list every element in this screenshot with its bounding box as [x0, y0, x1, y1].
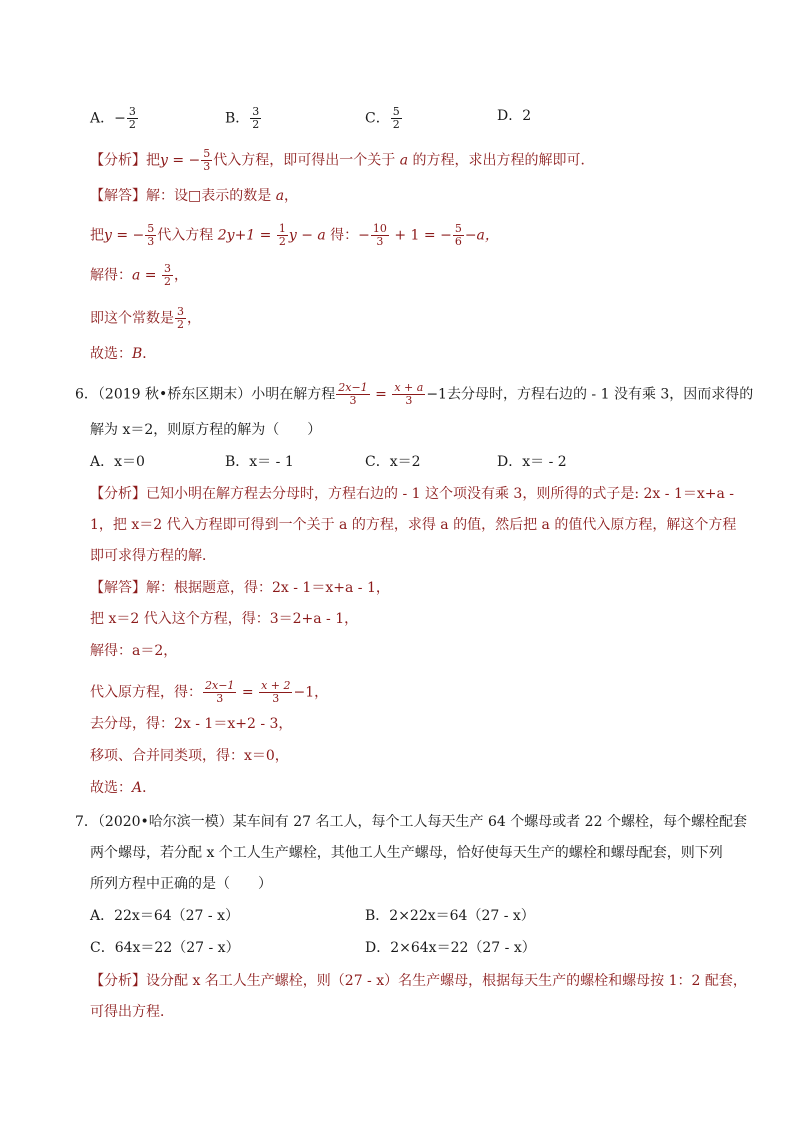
numerator: 5 [203, 147, 211, 160]
denominator: 3 [147, 235, 155, 248]
math-expr: a = [132, 267, 161, 284]
denominator: 3 [216, 692, 224, 705]
question-7-stem [75, 812, 747, 832]
text: 已知小明在解方程去分母时，方程右边的 - 1 这个项没有乘 3，则所得的式子是: 2x - 1＝x+a - [146, 486, 735, 502]
question-6-line2: 解为 x＝2，则原方程的解为（ ） [90, 422, 322, 438]
text: ． [142, 780, 157, 796]
text: = [237, 684, 259, 701]
numerator: 5 [454, 222, 462, 235]
text: ， [284, 188, 299, 204]
denominator: 2 [128, 118, 136, 131]
answer-q5 [90, 186, 298, 206]
analysis-q6-line3: 即可求得方程的解． [90, 548, 216, 564]
math-var: a [275, 188, 285, 204]
option-a-label: A．− [90, 110, 126, 127]
step-2-q6: 把 x＝2 代入这个方程，得：3＝2+a - 1， [90, 611, 359, 627]
question-number: 6． [75, 386, 98, 403]
math-expr: 2y+1 = [217, 227, 276, 244]
text: （2019 秋•桥东区期末）小明在解方程 [97, 386, 336, 403]
choice-q6 [90, 778, 156, 798]
answer-q6 [90, 578, 390, 598]
fraction [336, 382, 369, 407]
numerator: 2x−1 [338, 381, 368, 394]
fraction [127, 106, 138, 131]
choice-q5 [90, 344, 156, 364]
text: （2020•哈尔滨一模）某车间有 27 名工人，每个工人每天生产 64 个螺母或者 22 个螺栓，每个螺栓配套 [97, 814, 747, 830]
denominator: 6 [454, 235, 462, 248]
fraction [392, 382, 425, 407]
denominator: 3 [272, 692, 280, 705]
denominator: 2 [252, 118, 260, 131]
analysis-tag: 【分析】 [90, 973, 146, 989]
option-d-q5: D．2 [497, 108, 532, 124]
text: 设分配 x 名工人生产螺栓，则（27 - x）名生产螺母，根据每天生产的螺栓和螺母按 1：2 配套， [146, 973, 747, 989]
option-c-label: C． [365, 110, 390, 127]
denominator: 2 [177, 318, 184, 331]
denominator: 3 [203, 160, 211, 173]
step-5-q6: 去分母，得：2x - 1＝x+2 - 3， [90, 716, 293, 732]
text: ， [173, 267, 188, 284]
option-c-q7: C．64x＝22（27 - x） [90, 940, 240, 956]
numerator: 3 [252, 105, 260, 118]
answer-letter: B [132, 346, 143, 362]
answer-tag: 【解答】 [90, 188, 146, 204]
answer-tag: 【解答】 [90, 580, 146, 596]
math-var: y [160, 152, 168, 169]
text: ． [142, 346, 157, 362]
fraction [453, 223, 464, 248]
math-var: y [104, 227, 112, 244]
fraction [250, 106, 261, 131]
analysis-q7-line2: 可得出方程． [90, 1004, 174, 1020]
text: + 1 = − [389, 227, 452, 244]
fraction [371, 223, 389, 248]
text: 即这个常数是 [90, 310, 174, 327]
question-number: 7． [75, 814, 98, 830]
numerator: 10 [372, 222, 387, 235]
text: = − [111, 227, 145, 244]
option-b-q5 [225, 105, 262, 131]
math-expr: −a， [464, 227, 499, 244]
step-solve-q5 [90, 262, 188, 288]
math-expr: y − a [288, 227, 326, 244]
text: 代入方程 [157, 227, 218, 244]
fraction [259, 680, 292, 705]
option-a-q5 [90, 105, 139, 131]
text: = [370, 386, 392, 403]
fraction [277, 223, 288, 248]
option-b-q7: B．2×22x＝64（27 - x） [365, 908, 535, 924]
analysis-q6-line2: 1，把 x＝2 代入方程即可得到一个关于 a 的方程，求得 a 的值，然后把 a 的值代入原方程，解这个方程 [90, 517, 737, 533]
denominator: 3 [376, 235, 384, 248]
option-c-q6: C．x＝2 [365, 454, 421, 470]
step-substitute-q5 [90, 222, 499, 248]
text: 故选： [90, 346, 132, 362]
math-var: a [399, 152, 409, 169]
numerator: 5 [392, 105, 400, 118]
text: 的方程，求出方程的解即可． [408, 152, 595, 169]
text: 解：设□表示的数是 [146, 188, 276, 204]
option-b-q6: B．x＝ - 1 [225, 454, 294, 470]
fraction [175, 306, 186, 331]
text: 故选： [90, 780, 132, 796]
numerator: 3 [177, 305, 184, 318]
option-d-q6: D．x＝ - 2 [497, 454, 567, 470]
numerator: 5 [147, 222, 155, 235]
denominator: 2 [392, 118, 400, 131]
step-3-q6: 解得：a＝2， [90, 643, 178, 659]
option-a-q7: A．22x＝64（27 - x） [90, 908, 239, 924]
text: ， [187, 310, 201, 327]
denominator: 3 [405, 394, 413, 407]
option-a-q6: A．x＝0 [90, 454, 145, 470]
denominator: 2 [278, 235, 286, 248]
denominator: 3 [349, 394, 357, 407]
step-constant-q5 [90, 305, 201, 331]
numerator: 3 [163, 262, 171, 275]
text: 把 [90, 227, 104, 244]
text: = − [167, 152, 201, 169]
numerator: x + 2 [261, 679, 291, 692]
question-6-stem [75, 381, 754, 407]
text: −1， [293, 684, 329, 701]
answer-letter: A [132, 780, 143, 796]
text: 代入原方程，得： [90, 684, 202, 701]
step-4-q6 [90, 679, 329, 705]
text: 解得： [90, 267, 132, 284]
fraction [201, 148, 212, 173]
numerator: 3 [128, 105, 136, 118]
question-7-line2: 两个螺母，若分配 x 个工人生产螺栓，其他工人生产螺母，恰好使每天生产的螺栓和螺母配套，则下列 [90, 845, 723, 861]
fraction [203, 680, 236, 705]
step-6-q6: 移项、合并同类项，得：x＝0， [90, 748, 289, 764]
text: 把 [146, 152, 160, 169]
option-b-label: B． [225, 110, 250, 127]
option-c-q5 [365, 105, 403, 131]
text: 解：根据题意，得：2x - 1＝x+a - 1， [146, 580, 390, 596]
fraction [391, 106, 402, 131]
numerator: x + a [394, 381, 424, 394]
text: 得：− [325, 227, 370, 244]
analysis-q5 [90, 147, 595, 173]
fraction [145, 223, 156, 248]
analysis-tag: 【分析】 [90, 486, 146, 502]
option-d-q7: D．2×64x＝22（27 - x） [365, 940, 536, 956]
numerator: 1 [278, 222, 286, 235]
text: 代入方程，即可得出一个关于 [213, 152, 400, 169]
fraction [162, 263, 173, 288]
text: −1去分母时，方程右边的 - 1 没有乘 3，因而求得的 [426, 386, 754, 403]
analysis-q6 [90, 484, 734, 504]
analysis-q7 [90, 971, 747, 991]
analysis-tag: 【分析】 [90, 152, 146, 169]
question-7-line3: 所列方程中正确的是（ ） [90, 876, 272, 892]
denominator: 2 [163, 275, 171, 288]
numerator: 2x−1 [205, 679, 235, 692]
